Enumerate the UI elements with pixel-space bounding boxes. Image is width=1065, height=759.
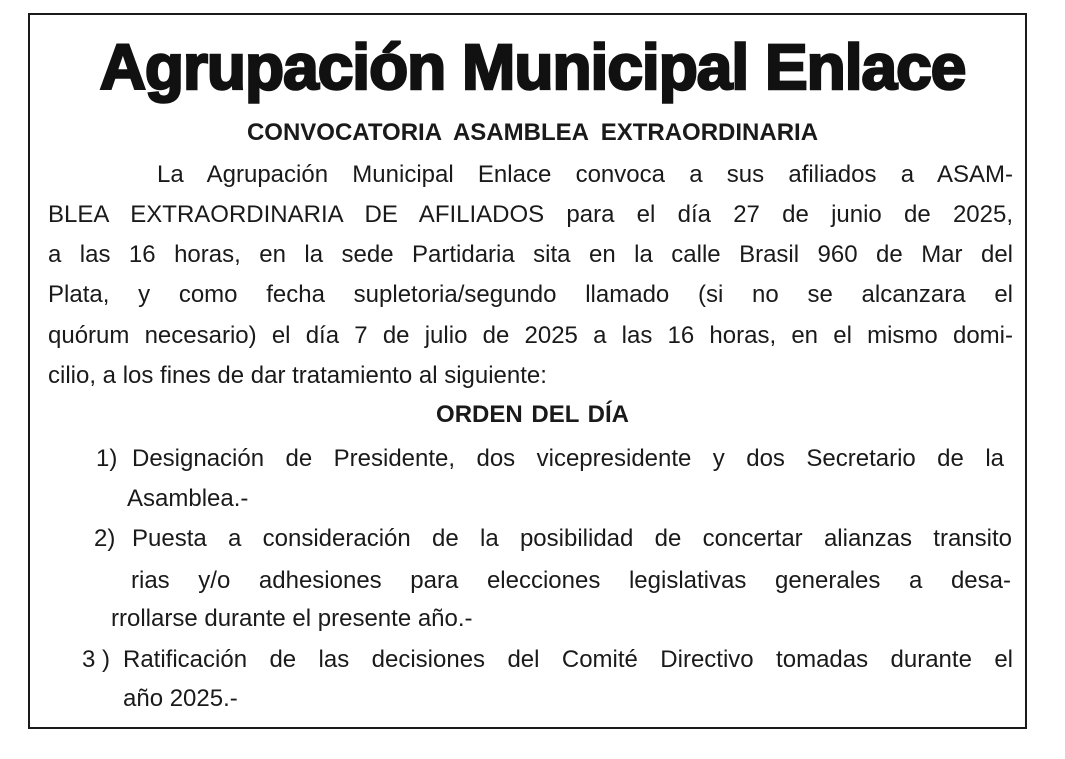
agenda-item-text: rrollarse durante el presente año.-: [111, 605, 473, 632]
agenda-item-number: 1): [96, 445, 118, 472]
body-line: BLEA EXTRAORDINARIA DE AFILIADOS para el día 27 de junio de 2025,: [48, 201, 1013, 228]
agenda-item-2-continuation: [131, 562, 1011, 600]
body-line: a las 16 horas, en la sede Partidaria sita en la calle Brasil 960 de Mar del: [48, 241, 1013, 268]
agenda-item-text: Designación de Presidente, dos vicepresidente y dos Secretario de la: [132, 445, 1004, 472]
agenda-item-text: Ratificación de las decisiones del Comité Directivo tomadas durante el: [123, 646, 1013, 673]
agenda-item-text: Puesta a consideración de la posibilidad de concertar alianzas transito: [132, 525, 1012, 552]
agenda-item-text: año 2025.-: [123, 685, 238, 712]
agenda-item-2: [94, 520, 1016, 558]
agenda-item-text: rias y/o adhesiones para elecciones legislativas generales a desa-: [131, 567, 1011, 594]
organization-title: Agrupación Municipal Enlace: [99, 31, 966, 103]
agenda-item-number: 3 ): [82, 646, 111, 673]
agenda-heading: ORDEN DEL DÍA: [436, 401, 629, 428]
agenda-item-text: Asamblea.-: [127, 485, 249, 512]
agenda-item-number: 2): [94, 525, 116, 552]
convocatoria-heading: CONVOCATORIA ASAMBLEA EXTRAORDINARIA: [246, 119, 819, 146]
agenda-item-1-continuation: [127, 480, 1007, 518]
body-line: Plata, y como fecha supletoria/segundo llamado (si no se alcanzara el: [48, 281, 1013, 308]
agenda-item-1: [96, 440, 1016, 478]
body-line: La Agrupación Municipal Enlace convoca a sus afiliados a ASAM-: [157, 161, 1013, 188]
agenda-item-3-continuation: [123, 680, 1003, 718]
body-line: cilio, a los fines de dar tratamiento al siguiente:: [48, 362, 547, 389]
agenda-item-3: [82, 641, 1016, 679]
body-line: quórum necesario) el día 7 de julio de 2025 a las 16 horas, en el mismo domi-: [48, 322, 1013, 349]
agenda-item-2-continuation: [111, 600, 991, 638]
